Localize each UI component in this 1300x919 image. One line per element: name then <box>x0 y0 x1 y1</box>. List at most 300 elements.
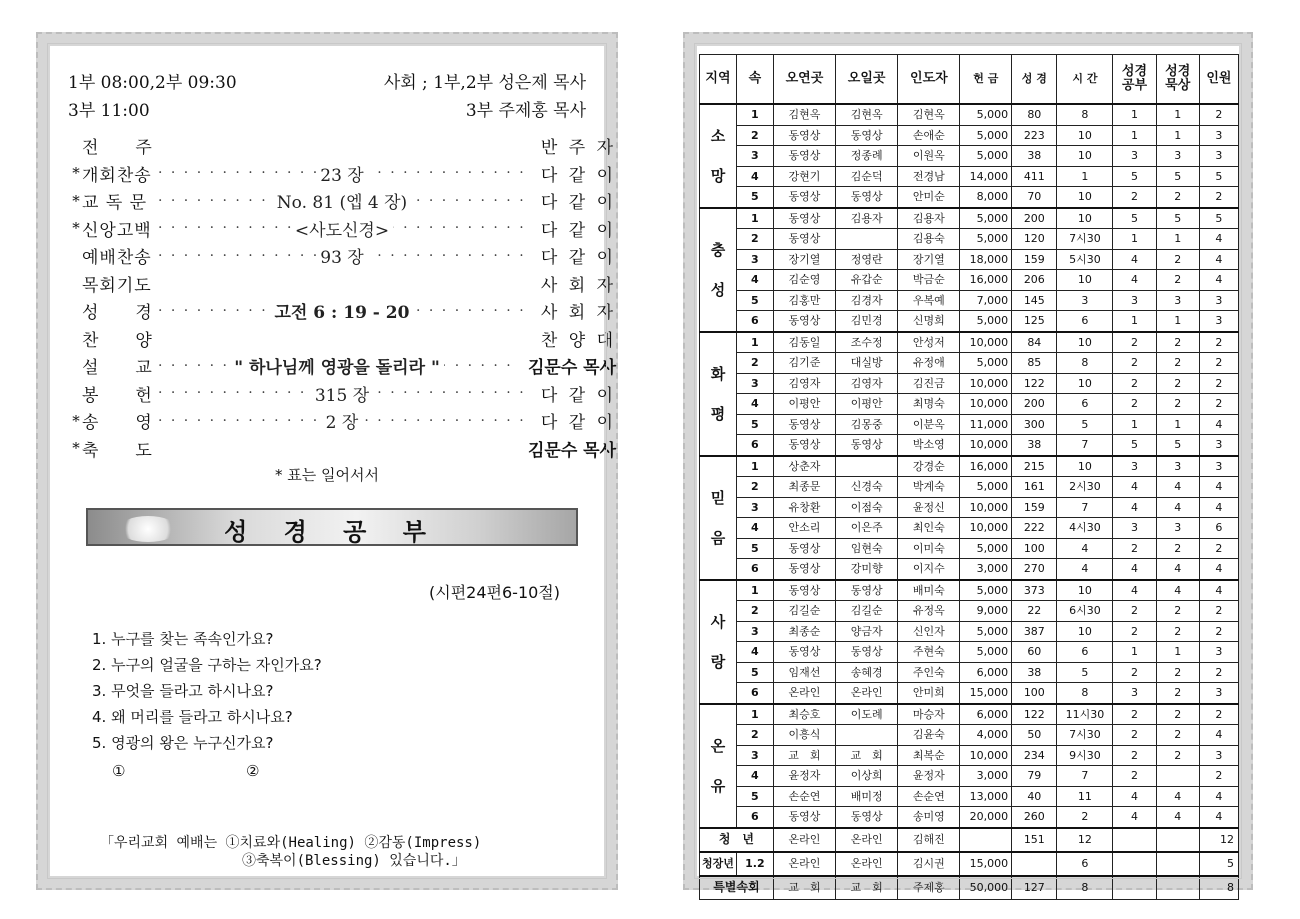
table-cell: 9,000 <box>960 601 1012 622</box>
table-cell: 10 <box>1057 208 1113 229</box>
region-cell: 화 평 <box>700 332 737 456</box>
table-cell <box>836 456 898 477</box>
group-number-cell: 3 <box>736 146 773 167</box>
table-cell: 7 <box>1057 435 1113 456</box>
table-cell: 10,000 <box>960 373 1012 394</box>
order-leader: 사 회 자 <box>540 275 616 296</box>
table-cell: 김영자 <box>773 373 835 394</box>
group-number-cell: 3 <box>736 373 773 394</box>
table-cell: 신인자 <box>898 621 960 642</box>
table-cell: 손순연 <box>898 786 960 807</box>
table-cell: 6,000 <box>960 662 1012 683</box>
question-3: 3. 무엇을 들라고 하시나요? <box>92 682 274 700</box>
column-header: 성경 공부 <box>1113 55 1156 105</box>
table-cell: 411 <box>1012 166 1057 187</box>
table-cell: 동영상 <box>773 435 835 456</box>
table-cell: 김용자 <box>898 208 960 229</box>
table-row <box>700 538 1239 559</box>
special-row <box>700 876 1239 900</box>
table-cell: 2 <box>1199 538 1238 559</box>
group-number-cell: 6 <box>736 683 773 704</box>
order-item <box>70 215 616 242</box>
table-cell: 2 <box>1199 601 1238 622</box>
table-cell: 3 <box>1113 518 1156 539</box>
order-detail-text: · · · " 하나님께 영광을 돌리라 " <box>230 353 444 378</box>
table-cell: 2 <box>1156 538 1199 559</box>
table-cell: 3 <box>1199 745 1238 766</box>
table-cell: 배미숙 <box>898 580 960 601</box>
table-cell: 유갑순 <box>836 270 898 291</box>
table-cell: 5 <box>1199 852 1238 876</box>
table-cell <box>1113 852 1156 876</box>
table-cell: 1 <box>1156 104 1199 125</box>
table-cell: 5,000 <box>960 208 1012 229</box>
column-header: 오일곳 <box>836 55 898 105</box>
table-cell: 8 <box>1057 876 1113 900</box>
order-detail <box>158 408 526 433</box>
bible-study-title: 성 경 공 부 <box>224 518 440 546</box>
table-cell: 김경자 <box>836 290 898 311</box>
table-row <box>700 332 1239 353</box>
table-cell: 161 <box>1012 477 1057 498</box>
region-cell: 온 유 <box>700 704 737 828</box>
table-cell: 2 <box>1199 104 1238 125</box>
table-cell: 동영상 <box>773 146 835 167</box>
table-cell: 강미향 <box>836 559 898 580</box>
table-cell: 5 <box>1156 208 1199 229</box>
group-number-cell: 4 <box>736 166 773 187</box>
table-row <box>700 601 1239 622</box>
table-cell: 4 <box>1113 580 1156 601</box>
scripture-reference: (시편24편6-10절) <box>429 583 560 602</box>
table-cell: 김영자 <box>836 373 898 394</box>
table-cell: 22 <box>1012 601 1057 622</box>
table-cell: 12 <box>1199 828 1238 852</box>
presider-2: 3부 주제홍 목사 <box>465 101 586 121</box>
table-cell: 38 <box>1012 662 1057 683</box>
table-cell: 박금순 <box>898 270 960 291</box>
table-cell: 이미숙 <box>898 538 960 559</box>
order-label: 전 주 <box>82 138 153 158</box>
table-cell: 8 <box>1057 104 1113 125</box>
order-label: 축 도 <box>82 440 153 461</box>
table-cell: 우복예 <box>898 290 960 311</box>
table-cell: 10 <box>1057 332 1113 353</box>
order-leader: 다 같 이 <box>540 385 616 406</box>
order-detail-text: · · · 315 장 <box>311 381 373 406</box>
group-number-cell: 6 <box>736 311 773 332</box>
table-cell: 3 <box>1156 290 1199 311</box>
table-row <box>700 187 1239 208</box>
table-cell: 1 <box>1113 311 1156 332</box>
small-group-report-panel <box>683 32 1253 895</box>
order-label: 신앙고백 <box>82 220 152 241</box>
table-row <box>700 580 1239 601</box>
table-cell: 1 <box>1156 642 1199 663</box>
group-number-cell: 3 <box>736 745 773 766</box>
table-cell: 10 <box>1057 456 1113 477</box>
region-cell: 믿 음 <box>700 456 737 580</box>
table-cell: 4 <box>1199 497 1238 518</box>
table-cell: 교 회 <box>836 745 898 766</box>
table-cell: 151 <box>1012 828 1057 852</box>
group-number-cell: 4 <box>736 270 773 291</box>
table-cell: 10 <box>1057 621 1113 642</box>
table-cell: 이평안 <box>836 394 898 415</box>
table-cell: 동영상 <box>773 642 835 663</box>
group-number-cell: 4 <box>736 642 773 663</box>
table-header-row <box>700 55 1239 105</box>
table-cell: 38 <box>1012 435 1057 456</box>
table-cell: 이원옥 <box>898 146 960 167</box>
table-cell: 안미순 <box>898 187 960 208</box>
footer-motto-line1: 「우리교회 예배는 ①치료와(Healing) ②감동(Impress) <box>100 835 482 851</box>
table-cell: 2 <box>1113 725 1156 746</box>
table-row <box>700 104 1239 125</box>
table-cell: 3 <box>1199 642 1238 663</box>
table-cell: 4 <box>1113 270 1156 291</box>
group-number-cell: 1 <box>736 332 773 353</box>
table-cell: 4 <box>1156 807 1199 828</box>
table-cell: 1 <box>1057 166 1113 187</box>
table-cell: 8 <box>1057 353 1113 374</box>
table-cell: 4 <box>1199 786 1238 807</box>
table-cell: 145 <box>1012 290 1057 311</box>
order-detail-text: · · · 2 장 <box>322 408 363 433</box>
table-cell: 김시권 <box>898 852 960 876</box>
region-cell: 특별속회 <box>700 876 774 900</box>
table-cell: 127 <box>1012 876 1057 900</box>
table-cell: 온라인 <box>836 852 898 876</box>
table-cell: 6 <box>1057 642 1113 663</box>
table-cell: 4 <box>1113 559 1156 580</box>
table-row <box>700 621 1239 642</box>
table-cell: 159 <box>1012 249 1057 270</box>
table-cell: 10,000 <box>960 745 1012 766</box>
table-cell: 동영상 <box>836 580 898 601</box>
table-cell: 4 <box>1199 414 1238 435</box>
table-cell: 2 <box>1156 394 1199 415</box>
table-cell: 9시30 <box>1057 745 1113 766</box>
table-cell: 5 <box>1113 208 1156 229</box>
table-cell: 김길순 <box>773 601 835 622</box>
table-cell: 이은주 <box>836 518 898 539</box>
table-cell: 2 <box>1156 725 1199 746</box>
table-cell: 5,000 <box>960 125 1012 146</box>
table-cell: 5,000 <box>960 104 1012 125</box>
bible-study-banner <box>86 508 578 546</box>
table-row <box>700 559 1239 580</box>
table-cell: 교 회 <box>773 745 835 766</box>
table-cell: 4 <box>1199 477 1238 498</box>
table-row <box>700 435 1239 456</box>
table-cell: 양금자 <box>836 621 898 642</box>
table-cell: 3 <box>1199 311 1238 332</box>
table-cell: 120 <box>1012 229 1057 250</box>
table-cell: 40 <box>1012 786 1057 807</box>
table-cell <box>836 725 898 746</box>
question-4: 4. 왜 머리를 들라고 하시나요? <box>92 708 293 726</box>
table-cell: 배미정 <box>836 786 898 807</box>
table-cell <box>836 229 898 250</box>
table-cell: 7시30 <box>1057 229 1113 250</box>
table-cell: 주현숙 <box>898 642 960 663</box>
table-cell: 김해진 <box>898 828 960 852</box>
table-row <box>700 477 1239 498</box>
table-cell: 이도례 <box>836 704 898 725</box>
table-row <box>700 270 1239 291</box>
table-cell: 5 <box>1113 435 1156 456</box>
table-cell: 3,000 <box>960 559 1012 580</box>
table-cell: 3 <box>1113 290 1156 311</box>
table-cell: 4 <box>1199 559 1238 580</box>
table-cell: 2 <box>1156 187 1199 208</box>
table-cell: 5,000 <box>960 146 1012 167</box>
table-cell: 주제홍 <box>898 876 960 900</box>
order-label: 설 교 <box>82 358 153 378</box>
table-cell: 이지수 <box>898 559 960 580</box>
group-number-cell: 6 <box>736 807 773 828</box>
column-header: 시 간 <box>1057 55 1113 105</box>
table-row <box>700 125 1239 146</box>
table-cell: 안성저 <box>898 332 960 353</box>
table-row <box>700 394 1239 415</box>
table-cell: 2 <box>1113 621 1156 642</box>
table-cell: 김몽중 <box>836 414 898 435</box>
question-1: 1. 누구를 찾는 족속인가요? <box>92 630 274 648</box>
table-cell: 정영란 <box>836 249 898 270</box>
table-row <box>700 166 1239 187</box>
table-row <box>700 786 1239 807</box>
special-row <box>700 828 1239 852</box>
table-cell: 2 <box>1199 704 1238 725</box>
order-leader: 김문수 목사 <box>527 440 616 461</box>
table-cell: 3,000 <box>960 766 1012 787</box>
table-cell: 10 <box>1057 125 1113 146</box>
group-number-cell: 4 <box>736 518 773 539</box>
order-item <box>70 160 616 187</box>
table-cell: 동영상 <box>773 311 835 332</box>
table-cell: 1 <box>1156 311 1199 332</box>
region-cell: 청 년 <box>700 828 774 852</box>
column-header: 오연곳 <box>773 55 835 105</box>
group-report-table <box>699 54 1239 900</box>
table-row <box>700 208 1239 229</box>
table-cell: 이상희 <box>836 766 898 787</box>
table-cell: 손순연 <box>773 786 835 807</box>
table-cell: 2 <box>1156 601 1199 622</box>
table-cell: 223 <box>1012 125 1057 146</box>
table-cell: 이분옥 <box>898 414 960 435</box>
table-cell: 2 <box>1113 601 1156 622</box>
table-cell: 3 <box>1199 435 1238 456</box>
table-cell <box>1156 852 1199 876</box>
table-cell: 장기열 <box>773 249 835 270</box>
table-cell: 11시30 <box>1057 704 1113 725</box>
table-cell: 4 <box>1156 559 1199 580</box>
table-cell <box>1113 876 1156 900</box>
table-cell: 이점숙 <box>836 497 898 518</box>
table-cell: 2 <box>1057 807 1113 828</box>
order-detail <box>158 243 526 268</box>
table-cell: 60 <box>1012 642 1057 663</box>
table-cell: 222 <box>1012 518 1057 539</box>
table-cell: 8 <box>1057 683 1113 704</box>
standing-mark: * <box>72 439 80 457</box>
table-cell: 2 <box>1113 353 1156 374</box>
order-item <box>70 297 616 324</box>
table-cell: 200 <box>1012 208 1057 229</box>
table-cell: 김진금 <box>898 373 960 394</box>
table-cell: 3 <box>1057 290 1113 311</box>
table-cell <box>1012 852 1057 876</box>
table-cell: 임재선 <box>773 662 835 683</box>
table-row <box>700 745 1239 766</box>
table-cell: 김현옥 <box>898 104 960 125</box>
table-cell: 5,000 <box>960 538 1012 559</box>
table-cell: 이평안 <box>773 394 835 415</box>
table-cell: 최명숙 <box>898 394 960 415</box>
table-cell: 7 <box>1057 766 1113 787</box>
table-cell: 5,000 <box>960 580 1012 601</box>
group-number-cell: 5 <box>736 187 773 208</box>
table-cell: 2 <box>1156 662 1199 683</box>
table-cell: 4 <box>1113 497 1156 518</box>
table-cell: 안소리 <box>773 518 835 539</box>
table-cell: 12 <box>1057 828 1113 852</box>
table-cell: 122 <box>1012 704 1057 725</box>
table-cell: 김길순 <box>836 601 898 622</box>
group-number-cell: 3 <box>736 621 773 642</box>
group-number-cell: 2 <box>736 725 773 746</box>
table-cell: 4 <box>1057 559 1113 580</box>
table-cell: 5 <box>1156 435 1199 456</box>
column-header: 속 <box>736 55 773 105</box>
table-cell: 11 <box>1057 786 1113 807</box>
table-cell: 상춘자 <box>773 456 835 477</box>
order-item <box>70 407 616 434</box>
table-cell: 2 <box>1156 332 1199 353</box>
table-cell: 5 <box>1199 166 1238 187</box>
table-cell: 2 <box>1199 662 1238 683</box>
table-cell: 2 <box>1199 621 1238 642</box>
order-label: 찬 양 <box>82 330 153 351</box>
group-number-cell: 4 <box>736 394 773 415</box>
table-row <box>700 766 1239 787</box>
table-row <box>700 146 1239 167</box>
table-cell: 80 <box>1012 104 1057 125</box>
table-cell: 100 <box>1012 683 1057 704</box>
table-cell: 강경순 <box>898 456 960 477</box>
group-number-cell: 5 <box>736 662 773 683</box>
table-cell: 4,000 <box>960 725 1012 746</box>
group-number-cell: 5 <box>736 786 773 807</box>
region-cell: 소 망 <box>700 104 737 208</box>
table-cell: 215 <box>1012 456 1057 477</box>
table-cell: 교 회 <box>836 876 898 900</box>
question-5: 5. 영광의 왕은 누구신가요? <box>92 734 274 752</box>
table-cell <box>1156 828 1199 852</box>
table-cell: 유정옥 <box>898 601 960 622</box>
table-cell: 3 <box>1113 456 1156 477</box>
table-cell: 4 <box>1199 725 1238 746</box>
group-number-cell: 2 <box>736 229 773 250</box>
table-cell: 동영상 <box>773 414 835 435</box>
group-number-cell: 1 <box>736 456 773 477</box>
table-cell: 동영상 <box>773 208 835 229</box>
order-leader: 반 주 자 <box>540 138 616 158</box>
table-cell: 70 <box>1012 187 1057 208</box>
table-row <box>700 249 1239 270</box>
table-cell: 2 <box>1156 373 1199 394</box>
table-cell: 206 <box>1012 270 1057 291</box>
table-cell: 10 <box>1057 270 1113 291</box>
table-cell: 4 <box>1113 807 1156 828</box>
table-cell: 10,000 <box>960 435 1012 456</box>
table-cell: 270 <box>1012 559 1057 580</box>
table-cell: 6 <box>1057 852 1113 876</box>
order-detail-text: · · · <사도신경> <box>291 216 393 241</box>
table-cell: 7 <box>1057 497 1113 518</box>
table-cell: 84 <box>1012 332 1057 353</box>
order-label: 성 경 <box>82 303 153 323</box>
order-item <box>70 352 616 379</box>
table-cell: 김홍만 <box>773 290 835 311</box>
group-number-cell: 2 <box>736 477 773 498</box>
table-cell: 3 <box>1156 456 1199 477</box>
order-detail <box>158 161 526 186</box>
standing-note: * 표는 일어서서 <box>275 466 379 484</box>
table-cell: 5,000 <box>960 353 1012 374</box>
footer-motto-line2: ③축복이(Blessing) 있습니다.」 <box>242 853 466 869</box>
table-cell: 1 <box>1113 125 1156 146</box>
worship-order-panel <box>36 32 618 890</box>
table-cell: 4 <box>1057 538 1113 559</box>
group-number-cell: 6 <box>736 435 773 456</box>
table-cell: 손애순 <box>898 125 960 146</box>
table-row <box>700 704 1239 725</box>
table-cell: 안미희 <box>898 683 960 704</box>
table-cell: 동영상 <box>836 807 898 828</box>
table-cell: 5,000 <box>960 642 1012 663</box>
order-item <box>70 242 616 269</box>
table-cell: 1 <box>1156 229 1199 250</box>
table-cell: 김기준 <box>773 353 835 374</box>
table-cell: 2 <box>1199 394 1238 415</box>
table-cell: 7시30 <box>1057 725 1113 746</box>
table-cell: 2 <box>1113 538 1156 559</box>
table-cell: 강현기 <box>773 166 835 187</box>
table-row <box>700 290 1239 311</box>
order-detail-text: · · · No. 81 (엡 4 장) <box>273 188 411 213</box>
order-leader: 사 회 자 <box>540 303 616 323</box>
table-cell: 10 <box>1057 187 1113 208</box>
table-cell: 5,000 <box>960 311 1012 332</box>
column-header: 인도자 <box>898 55 960 105</box>
table-cell: 10 <box>1057 373 1113 394</box>
order-item <box>70 270 616 297</box>
group-number-cell: 3 <box>736 497 773 518</box>
table-cell: 3 <box>1199 125 1238 146</box>
table-row <box>700 725 1239 746</box>
table-cell: 5 <box>1156 166 1199 187</box>
table-cell: 최종문 <box>773 477 835 498</box>
group-number-cell: 6 <box>736 559 773 580</box>
presider-1: 사회 ; 1부,2부 성은제 목사 <box>383 73 586 93</box>
table-cell: 4 <box>1199 249 1238 270</box>
order-leader: 다 같 이 <box>540 165 616 186</box>
table-row <box>700 456 1239 477</box>
